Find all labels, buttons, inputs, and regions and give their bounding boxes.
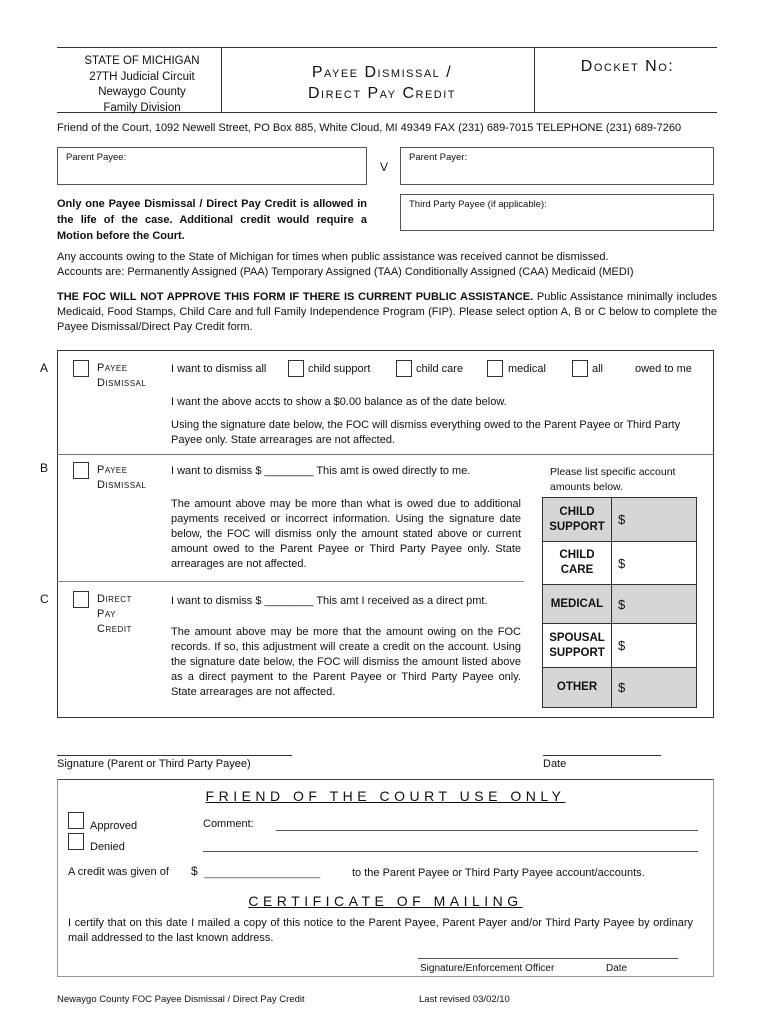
header-divider (221, 47, 222, 113)
child-support-checkbox[interactable] (288, 360, 304, 377)
county-name: Newaygo County (98, 86, 186, 98)
account-row-child-care: CHILD CARE $ (543, 542, 696, 585)
foc-address: Friend of the Court, 1092 Newell Street, PO Box 885, White Cloud, MI 49349 FAX (231) 689-7015 TELEPHONE (231) 689-7260 (57, 122, 682, 134)
one-dismissal-notice: Only one Payee Dismissal / Direct Pay Credit is allowed in the life of the case. Additional credit would require a Motion before the Court. (57, 198, 367, 242)
option-a-note: Using the signature date below, the FOC will dismiss everything owed to the Parent Payee or Third Party Payee only. State arrearages are not affected. (171, 419, 681, 446)
child-care-label: child care (416, 363, 464, 375)
option-a-balance-text: I want the above accts to show a $0.00 balance as of the date below. (171, 396, 507, 408)
section-divider (57, 581, 524, 582)
foc-warning (57, 290, 717, 335)
third-party-payee-field[interactable] (400, 194, 714, 231)
docket-label: Docket No: (580, 58, 675, 75)
account-row-child-support: CHILD SUPPORT $ (543, 498, 696, 542)
credit-amount-field[interactable]: ___________________ (204, 867, 321, 879)
comment-line-2[interactable] (203, 851, 698, 852)
accounts-table (542, 497, 697, 708)
date-label: Date (543, 758, 567, 770)
comment-line[interactable] (276, 830, 698, 831)
certificate-heading: CERTIFICATE OF MAILING (248, 893, 523, 909)
parent-payee-label: Parent Payee: (66, 152, 127, 163)
circuit-name: 27TH Judicial Circuit (89, 70, 195, 83)
option-c-label: Direct Pay Credit (97, 593, 132, 635)
date-line[interactable] (543, 755, 661, 756)
option-c-checkbox[interactable] (73, 591, 89, 608)
foc-use-heading: FRIEND OF THE COURT USE ONLY (205, 788, 566, 804)
option-b-note: The amount above may be more than what is owed due to additional payments received or incorrect information. Using the signature date below, the FOC will dismiss only the amount stated above or current amount owed to the Parent Payee or Third Party Payee only. State arrearages are not affected. (171, 498, 521, 570)
foc-warning-text: Public Assistance minimally includes Medicaid, Food Stamps, Child Care and full Family Independence Program (FIP). Please select option A, B or C below to complete the Payee Dismissal/Direct Pay Credit form. (57, 291, 717, 333)
officer-signature-line[interactable] (418, 958, 678, 959)
medical-label: medical (508, 363, 546, 375)
foc-warning-bold: THE FOC WILL NOT APPROVE THIS FORM IF THERE IS CURRENT PUBLIC ASSISTANCE. (57, 291, 534, 303)
parent-payee-field[interactable] (57, 147, 367, 185)
form-title: Payee Dismissal / Direct Pay Credit (307, 64, 457, 102)
account-row-spousal-support: SPOUSAL SUPPORT $ (543, 624, 696, 668)
account-row-other: OTHER $ (543, 668, 696, 707)
approved-checkbox[interactable] (68, 812, 84, 829)
court-info (72, 54, 212, 116)
officer-date-label: Date (606, 963, 628, 974)
option-b-checkbox[interactable] (73, 462, 89, 479)
certificate-text: I certify that on this date I mailed a copy of this notice to the Parent Payee, Parent Payer and/or Third Party Payee by ordinary mail addressed to the last known address. (68, 917, 693, 944)
option-c-letter: C (40, 592, 49, 606)
all-label: all (592, 363, 604, 375)
credit-label: A credit was given of (68, 866, 169, 878)
denied-label: Denied (90, 841, 125, 853)
option-c-note: The amount above may be more that the amount owing on the FOC records. If so, this adjustment will create a credit on the account. Using the signature date below, the FOC will dismiss the amount listed above as a direct payment to the Parent Payee or Third Party Payee only. State arrearages are not affected. (171, 626, 521, 698)
other-amount-field[interactable]: $ (611, 668, 696, 707)
footer-revision: Last revised 03/02/10 (419, 994, 510, 1005)
versus-label: V (380, 160, 389, 174)
section-divider (57, 454, 714, 455)
option-b-letter: B (40, 461, 49, 475)
approved-label: Approved (90, 820, 138, 832)
header-divider (534, 47, 535, 113)
owed-to-me-label: owed to me (635, 363, 692, 375)
comment-label: Comment: (203, 818, 254, 830)
credit-suffix: to the Parent Payee or Third Party Payee account/accounts. (352, 867, 645, 879)
child-care-amount-field[interactable]: $ (611, 542, 696, 584)
footer-form-name: Newaygo County FOC Payee Dismissal / Direct Pay Credit (57, 994, 305, 1005)
accounts-instruction: Please list specific account amounts below. (550, 466, 676, 493)
state-accounts-notice: Any accounts owing to the State of Michigan for times when public assistance was received cannot be dismissed. Accounts are: Permanently Assigned (PAA) Temporary Assigned (TAA) Conditionally Assigned (CAA) Medicaid (MEDI) (57, 251, 634, 278)
option-b-label: Payee Dismissal (97, 464, 147, 491)
option-b-amount-text: I want to dismiss $ ________ This amt is owed directly to me. (171, 465, 471, 477)
option-c-amount-text: I want to dismiss $ ________ This amt I received as a direct pmt. (171, 595, 488, 607)
officer-signature-label: Signature/Enforcement Officer (420, 963, 555, 974)
signature-line[interactable] (57, 755, 292, 756)
option-a-checkbox[interactable] (73, 360, 89, 377)
child-care-checkbox[interactable] (396, 360, 412, 377)
parent-payer-label: Parent Payer: (409, 152, 468, 163)
spousal-support-amount-field[interactable]: $ (611, 624, 696, 667)
credit-currency: $ (191, 864, 198, 878)
state-name: STATE OF MICHIGAN (84, 55, 200, 67)
option-a-letter: A (40, 361, 49, 375)
parent-payer-field[interactable] (400, 147, 714, 185)
medical-checkbox[interactable] (487, 360, 503, 377)
third-party-payee-label: Third Party Payee (if applicable): (409, 199, 547, 210)
division-name: Family Division (103, 101, 181, 114)
all-checkbox[interactable] (572, 360, 588, 377)
child-support-amount-field[interactable]: $ (611, 498, 696, 541)
signature-label: Signature (Parent or Third Party Payee) (57, 758, 251, 770)
child-support-label: child support (308, 363, 371, 375)
medical-amount-field[interactable]: $ (611, 585, 696, 623)
option-a-intro: I want to dismiss all (171, 363, 267, 375)
option-a-label: Payee Dismissal (97, 362, 147, 389)
denied-checkbox[interactable] (68, 833, 84, 850)
account-row-medical: MEDICAL $ (543, 585, 696, 624)
